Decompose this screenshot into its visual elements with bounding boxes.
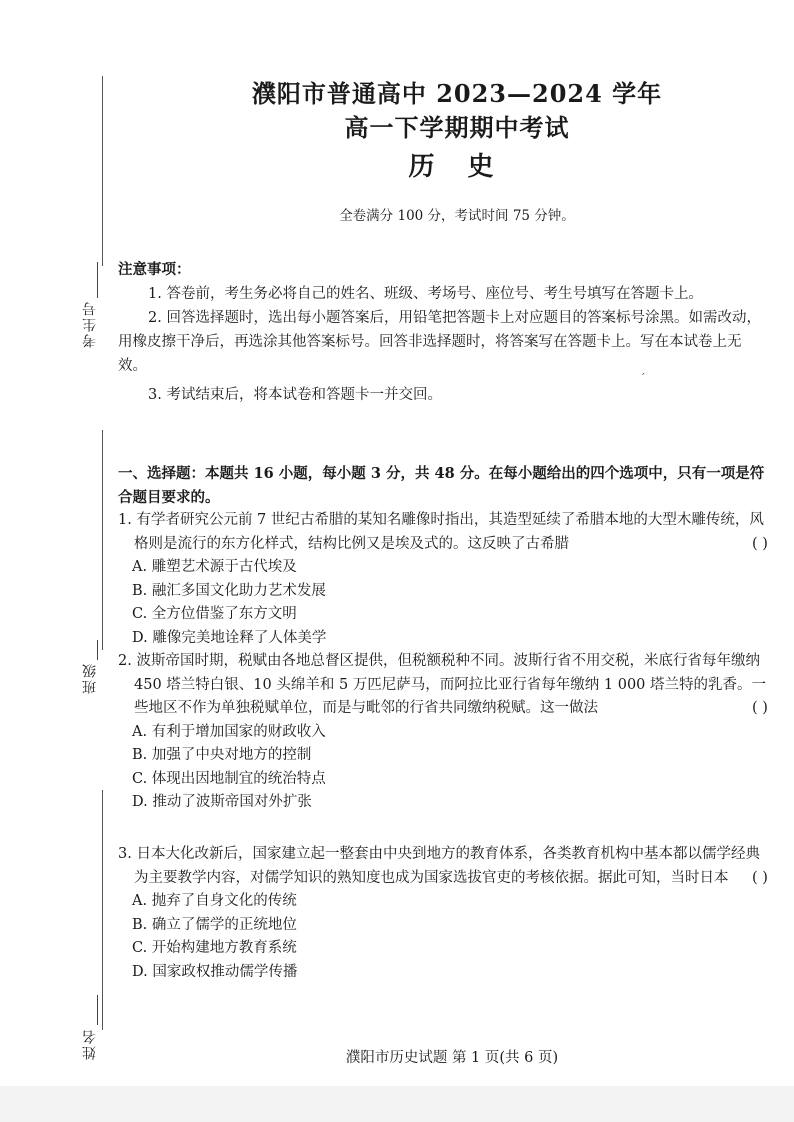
option-b: B. 加强了中央对地方的控制 — [132, 747, 312, 763]
binding-line-mid — [102, 430, 103, 650]
section-heading: 一、选择题：本题共 16 小题，每小题 3 分，共 48 分。在每小题给出的四个选项中，只有一项是符合题目要求的。 — [118, 465, 765, 506]
option-b: B. 确立了儒学的正统地位 — [132, 916, 297, 933]
question-2 — [118, 650, 768, 815]
class-label: 班级 — [82, 662, 98, 694]
option-d: D. 国家政权推动儒学传播 — [132, 963, 298, 980]
binding-line-lower — [102, 790, 103, 1030]
question-stem: 1. 有学者研究公元前 7 世纪古希腊的某知名雕像时指出，其造型延续了希腊本地的大型木雕传统，风格则是流行的东方化样式，结构比例又是埃及式的。这反映了古希腊 ( ) — [118, 512, 768, 552]
question-1 — [118, 509, 768, 650]
exam-title: 濮阳市普通高中 2023—2024 学年 — [251, 79, 663, 108]
name-label: 姓名 — [82, 1028, 98, 1060]
option-c: C. 体现出因地制宜的统治特点 — [132, 770, 326, 787]
question-stem: 3. 日本大化改新后，国家建立起一整套由中央到地方的教育体系，各类教育机构中基本都以儒学经典为主要教学内容，对儒学知识的熟知度也成为国家选拔官吏的考核依据。据此可知，当时日本 ( ) — [118, 846, 768, 886]
question-3 — [118, 843, 768, 984]
option-c: C. 全方位借鉴了东方文明 — [132, 606, 297, 622]
question-stem-text: 2. 波斯帝国时期，税赋由各地总督区提供，但税额税种不同。波斯行省不用交税，米底行省每年缴纳 450 塔兰特白银、10 头绵羊和 5 万匹尼萨马，而阿拉比亚行省每年缴纳 1 000 塔兰特的乳香。一些地区不作为单独税赋单位，而是与毗邻的行省共同缴纳税赋。这一做法 — [118, 653, 767, 716]
name-underline — [97, 995, 98, 1025]
page-footer: 濮阳市历史试题 第 1 页(共 6 页) — [345, 1050, 559, 1066]
option-d: D. 推动了波斯帝国对外扩张 — [132, 794, 312, 810]
option-d: D. 雕像完美地诠释了人体美学 — [132, 629, 327, 646]
option-a: A. 抛弃了自身文化的传统 — [132, 893, 297, 909]
question-stem-text: 1. 有学者研究公元前 7 世纪古希腊的某知名雕像时指出，其造型延续了希腊本地的大型木雕传统，风格则是流行的东方化样式，结构比例又是埃及式的。这反映了古希腊 — [118, 512, 764, 552]
option-a: A. 雕塑艺术源于古代埃及 — [132, 559, 297, 575]
question-stem: 2. 波斯帝国时期，税赋由各地总督区提供，但税额税种不同。波斯行省不用交税，米底行省每年缴纳 450 塔兰特白银、10 头绵羊和 5 万匹尼萨马，而阿拉比亚行省每年缴纳 1 000 塔兰特的乳香。一些地区不作为单独税赋单位，而是与毗邻的行省共同缴纳税赋。这一做法 ( ) — [118, 653, 768, 716]
option-b: B. 融汇多国文化助力艺术发展 — [132, 582, 326, 599]
stray-mark: ˊ — [640, 372, 646, 385]
score-info: 全卷满分 100 分，考试时间 75 分钟。 — [339, 208, 575, 224]
subject-title: 历 史 — [408, 152, 506, 182]
note-item: 2. 回答选择题时，选出每小题答案后，用铅笔把答题卡上对应题目的答案标号涂黑。如需改动，用橡皮擦干净后，再选涂其他答案标号。回答非选择题时，将答案写在答题卡上。写在本试卷上无效。 — [118, 310, 761, 374]
option-a: A. 有利于增加国家的财政收入 — [132, 723, 326, 740]
scan-bottom-margin — [0, 1086, 794, 1122]
option-c: C. 开始构建地方教育系统 — [132, 940, 297, 956]
exam-no-label: 考生号 — [82, 300, 98, 348]
note-item: 1. 答卷前，考生务必将自己的姓名、班级、考场号、座位号、考生号填写在答题卡上。 — [148, 286, 703, 302]
notes-title: 注意事项： — [118, 261, 191, 278]
note-item: 3. 考试结束后，将本试卷和答题卡一并交回。 — [148, 387, 442, 403]
question-stem-text: 3. 日本大化改新后，国家建立起一整套由中央到地方的教育体系，各类教育机构中基本都以儒学经典为主要教学内容，对儒学知识的熟知度也成为国家选拔官吏的考核依据。据此可知，当时日本 — [118, 846, 760, 886]
exam-subtitle: 高一下学期期中考试 — [344, 113, 570, 142]
exam-no-underline — [97, 262, 98, 298]
class-underline — [97, 640, 98, 660]
